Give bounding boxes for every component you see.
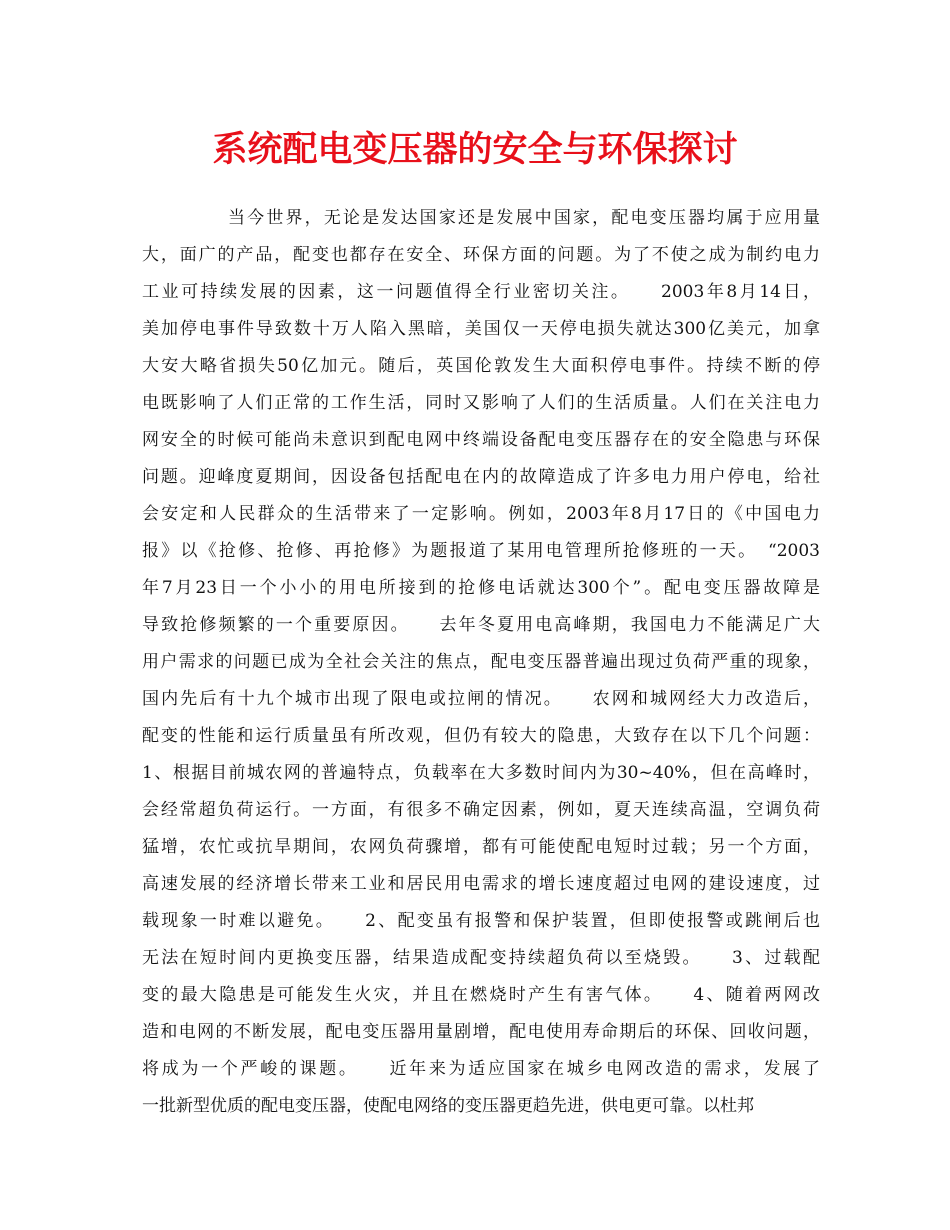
body-line: 1、根据目前城农网的普遍特点，负载率在大多数时间内为30~40%，但在高峰时，	[142, 763, 820, 783]
body-line: 年7月23日一个小小的用电所接到的抢修电话就达300个”。配电变压器故障是	[142, 578, 820, 598]
body-line: 当今世界，无论是发达国家还是发展中国家，配电变压器均属于应用量	[228, 208, 820, 228]
body-line: 问题。迎峰度夏期间，因设备包括配电在内的故障造成了许多电力用户停电，给社	[142, 467, 820, 487]
body-line: 配变的性能和运行质量虽有所改观，但仍有较大的隐患，大致存在以下几个问题：	[142, 726, 820, 746]
body-line: 大，面广的产品，配变也都存在安全、环保方面的问题。为了不使之成为制约电力	[142, 245, 820, 265]
body-line: 高速发展的经济增长带来工业和居民用电需求的增长速度超过电网的建设速度，过	[142, 874, 820, 894]
body-line: 报》以《抢修、抢修、再抢修》为题报道了某用电管理所抢修班的一天。 “2003	[142, 541, 820, 561]
body-line: 将成为一个严峻的课题。 近年来为适应国家在城乡电网改造的需求，发展了	[142, 1059, 820, 1079]
body-line: 导致抢修频繁的一个重要原因。 去年冬夏用电高峰期，我国电力不能满足广大	[142, 615, 820, 635]
document-title: 系统配电变压器的安全与环保探讨	[212, 129, 738, 170]
body-line: 会安定和人民群众的生活带来了一定影响。例如，2003年8月17日的《中国电力	[142, 504, 820, 524]
body-line: 用户需求的问题已成为全社会关注的焦点，配电变压器普遍出现过负荷严重的现象，	[142, 652, 820, 672]
body-line: 猛增，农忙或抗旱期间，农网负荷骤增，都有可能使配电短时过载；另一个方面，	[142, 837, 820, 857]
body-line: 工业可持续发展的因素，这一问题值得全行业密切关注。 2003年8月14日，	[142, 282, 820, 302]
body-line: 载现象一时难以避免。 2、配变虽有报警和保护装置，但即使报警或跳闸后也	[142, 911, 820, 931]
body-line: 造和电网的不断发展，配电变压器用量剧增，配电使用寿命期后的环保、回收问题，	[142, 1022, 820, 1042]
body-line: 大安大略省损失50亿加元。随后，英国伦敦发生大面积停电事件。持续不断的停	[142, 356, 820, 376]
body-line: 国内先后有十九个城市出现了限电或拉闸的情况。 农网和城网经大力改造后，	[142, 689, 820, 709]
body-line: 无法在短时间内更换变压器，结果造成配变持续超负荷以至烧毁。 3、过载配	[142, 948, 820, 968]
document-body	[142, 200, 820, 1125]
body-line: 会经常超负荷运行。一方面，有很多不确定因素，例如，夏天连续高温，空调负荷	[142, 800, 820, 820]
body-line: 电既影响了人们正常的工作生活，同时又影响了人们的生活质量。人们在关注电力	[142, 393, 820, 413]
body-line: 变的最大隐患是可能发生火灾，并且在燃烧时产生有害气体。 4、随着两网改	[142, 985, 820, 1005]
body-line: 一批新型优质的配电变压器，使配电网络的变压器更趋先进，供电更可靠。以杜邦	[142, 1096, 754, 1116]
body-line: 网安全的时候可能尚未意识到配电网中终端设备配电变压器存在的安全隐患与环保	[142, 430, 820, 450]
body-line: 美加停电事件导致数十万人陷入黑暗，美国仅一天停电损失就达300亿美元，加拿	[142, 319, 820, 339]
